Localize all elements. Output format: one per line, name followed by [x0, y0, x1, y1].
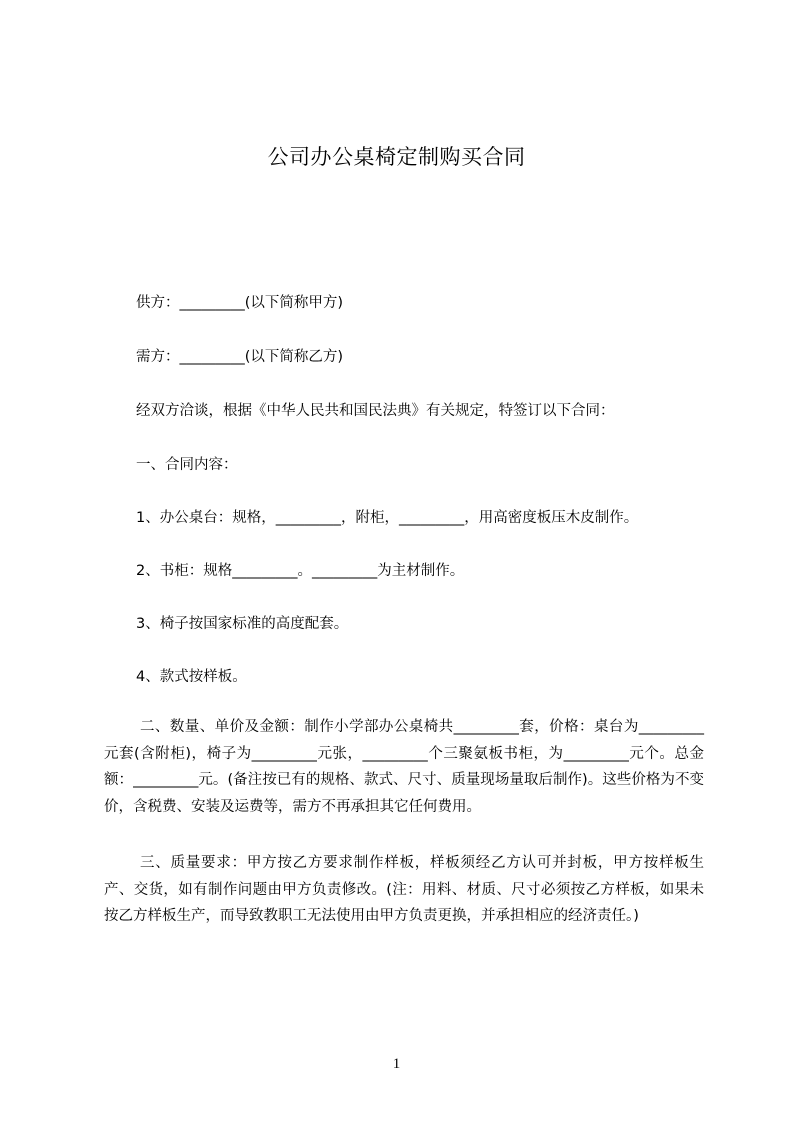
section-3-quality: 三、质量要求：甲方按乙方要求制作样板，样板须经乙方认可并封板，甲方按样板生产、交货，如有制作问题由甲方负责修改。(注：用料、材质、尺寸必须按乙方样板，如果未按乙方样板生产，而导致教职工无法使用由甲方负责更换，并承担相应的经济责任。) [104, 855, 704, 924]
item-1-desk: 1、办公桌台：规格，_________，附柜，_________，用高密度板压木皮制作。 [136, 510, 639, 526]
item-3-chair: 3、椅子按国家标准的高度配套。 [136, 616, 349, 632]
buyer-line: 需方：_________(以下简称乙方) [136, 349, 344, 365]
supplier-line: 供方：_________(以下简称甲方) [136, 295, 344, 311]
item-4-style: 4、款式按样板。 [136, 669, 247, 685]
item-2-bookcase: 2、书柜：规格_________。_________为主材制作。 [136, 563, 465, 579]
document-title: 公司办公桌椅定制购买合同 [267, 145, 526, 169]
section-2-quantity-price: 二、数量、单价及金额：制作小学部办公桌椅共_________套，价格：桌台为_________元套(含附柜)，椅子为_________元张，_________个三聚氨板书柜，为_________元个。总金额：_________元。(备注按已有的规格、款式、尺寸、质量现场量取后制作)。这些价格为不变价，含税费、安装及运费等，需方不再承担其它任何费用。 [104, 719, 704, 815]
intro-paragraph: 经双方洽谈，根据《中华人民共和国民法典》有关规定，特签订以下合同： [136, 403, 615, 419]
page-number: 1 [392, 1056, 401, 1072]
section-1-heading: 一、合同内容： [136, 457, 238, 473]
